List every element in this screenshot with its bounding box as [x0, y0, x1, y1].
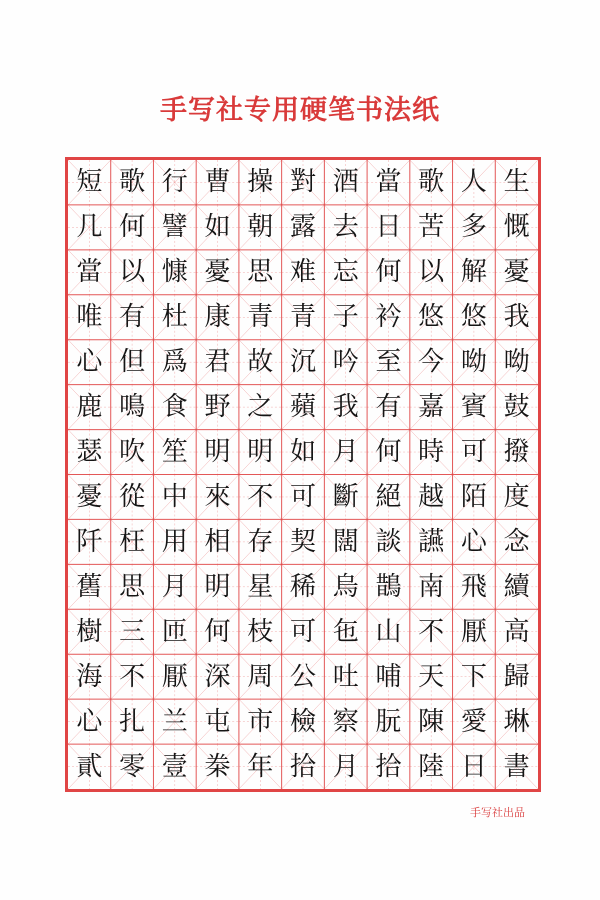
grid-character: 不 [247, 481, 274, 512]
grid-character: 鵲 [375, 571, 402, 602]
grid-character: 故 [247, 347, 274, 378]
grid-character: 兰 [161, 706, 188, 737]
grid-character: 時 [418, 437, 445, 468]
footer-publisher: 手写社出品 [470, 806, 525, 819]
grid-character: 枉 [119, 526, 146, 557]
grid-character: 野 [204, 392, 231, 423]
grid-character: 歌 [119, 167, 146, 198]
grid-character: 察 [332, 706, 359, 737]
grid-character: 厭 [161, 661, 188, 692]
grid-character: 解 [460, 257, 487, 288]
grid-character: 稀 [289, 571, 316, 602]
grid-character: 高 [503, 616, 530, 647]
page-title: 手写社专用硬笔书法纸 [160, 95, 440, 126]
grid-character: 憂 [76, 481, 103, 512]
grid-character: 周 [247, 661, 274, 692]
grid-character: 食 [161, 392, 188, 423]
grid-character: 如 [204, 212, 231, 243]
grid-character: 拾 [289, 751, 316, 782]
grid-character: 厭 [460, 616, 487, 647]
grid-character: 壹 [161, 751, 188, 782]
grid-character: 樹 [76, 616, 103, 647]
grid-character: 當 [76, 257, 103, 288]
grid-character: 日 [460, 751, 487, 782]
grid-character: 苦 [418, 212, 445, 243]
grid-character: 青 [289, 302, 316, 333]
grid-character: 蘋 [289, 392, 316, 423]
grid-character: 憂 [503, 257, 530, 288]
grid-character: 枝 [247, 616, 274, 647]
grid-character: 譬 [161, 212, 188, 243]
grid-character: 用 [161, 526, 188, 557]
grid-character: 撥 [503, 437, 530, 468]
grid-character: 爲 [161, 347, 188, 378]
grid-character: 海 [76, 661, 103, 692]
grid-character: 明 [247, 437, 274, 468]
grid-character: 青 [247, 302, 274, 333]
grid-character: 對 [289, 167, 316, 198]
grid-character: 何 [375, 257, 402, 288]
grid-character: 可 [289, 616, 316, 647]
grid-character: 㐌 [332, 616, 359, 647]
grid-character: 貳 [76, 751, 103, 782]
grid-character: 心 [460, 526, 487, 557]
tian-zi-grid [65, 157, 541, 792]
grid-character: 唯 [76, 302, 103, 333]
grid-character: 慷 [161, 257, 188, 288]
grid-character: 陸 [418, 751, 445, 782]
grid-character: 心 [76, 347, 103, 378]
grid-character: 契 [289, 526, 316, 557]
grid-character: 瑟 [76, 437, 103, 468]
grid-character: 月 [332, 751, 359, 782]
grid-character: 心 [76, 706, 103, 737]
grid-character: 哺 [375, 661, 402, 692]
grid-character: 舊 [76, 571, 103, 602]
grid-character: 愛 [460, 706, 487, 737]
grid-character: 曹 [204, 167, 231, 198]
grid-character: 但 [119, 347, 146, 378]
grid-character: 不 [418, 616, 445, 647]
grid-character: 笙 [161, 437, 188, 468]
grid-character: 匝 [161, 616, 188, 647]
grid-character: 憂 [204, 257, 231, 288]
grid-character: 呦 [503, 347, 530, 378]
grid-character: 明 [204, 571, 231, 602]
grid-character: 零 [119, 751, 146, 782]
grid-character: 談 [375, 526, 402, 557]
grid-character: 續 [503, 571, 530, 602]
grid-character: 年 [247, 751, 274, 782]
grid-character: 短 [76, 167, 103, 198]
grid-character: 酒 [332, 167, 359, 198]
grid-character: 难 [289, 257, 316, 288]
grid-character: 朝 [247, 212, 274, 243]
grid-character: 沉 [289, 347, 316, 378]
grid-character: 可 [460, 437, 487, 468]
grid-character: 歌 [418, 167, 445, 198]
grid-character: 以 [119, 257, 146, 288]
grid-character: 賓 [460, 392, 487, 423]
grid-character: 可 [289, 481, 316, 512]
grid-character: 朊 [375, 706, 402, 737]
grid-character: 斷 [332, 481, 359, 512]
grid-character: 生 [503, 167, 530, 198]
grid-character: 歸 [503, 661, 530, 692]
grid-character: 存 [247, 526, 274, 557]
grid-character: 南 [418, 571, 445, 602]
grid-character: 君 [204, 347, 231, 378]
grid-character: 何 [204, 616, 231, 647]
grid-character: 吹 [119, 437, 146, 468]
grid-character: 闊 [332, 526, 359, 557]
grid-character: 至 [375, 347, 402, 378]
grid-character: 何 [119, 212, 146, 243]
grid-character: 星 [247, 571, 274, 602]
grid-character: 拾 [375, 751, 402, 782]
grid-character: 人 [460, 167, 487, 198]
grid-character: 相 [204, 526, 231, 557]
grid-character: 山 [375, 616, 402, 647]
grid-character: 阡 [76, 526, 103, 557]
grid-character: 忘 [332, 257, 359, 288]
grid-character: 下 [460, 661, 487, 692]
grid-character: 日 [375, 212, 402, 243]
grid-character: 何 [375, 437, 402, 468]
grid-character: 中 [161, 481, 188, 512]
grid-character: 悠 [418, 302, 445, 333]
grid-character: 扎 [119, 706, 146, 737]
grid-character: 如 [289, 437, 316, 468]
grid-character: 書 [503, 751, 530, 782]
grid-character: 悠 [460, 302, 487, 333]
grid-character: 嘉 [418, 392, 445, 423]
grid-character: 琳 [503, 706, 530, 737]
grid-character: 呦 [460, 347, 487, 378]
grid-character: 鼓 [503, 392, 530, 423]
grid-character: 讌 [418, 526, 445, 557]
grid-character: 有 [375, 392, 402, 423]
grid-character: 鳴 [119, 392, 146, 423]
grid-character: 不 [119, 661, 146, 692]
grid-character: 康 [204, 302, 231, 333]
grid-character: 飛 [460, 571, 487, 602]
grid-character: 月 [332, 437, 359, 468]
grid-character: 來 [204, 481, 231, 512]
grid-character: 月 [161, 571, 188, 602]
grid-character: 之 [247, 392, 274, 423]
grid-character: 子 [332, 302, 359, 333]
grid-character: 杜 [161, 302, 188, 333]
grid-character: 慨 [503, 212, 530, 243]
grid-character: 從 [119, 481, 146, 512]
grid-character: 天 [418, 661, 445, 692]
grid-character: 當 [375, 167, 402, 198]
grid-character: 今 [418, 347, 445, 378]
grid-character: 以 [418, 257, 445, 288]
grid-character: 烏 [332, 571, 359, 602]
grid-character: 陌 [460, 481, 487, 512]
grid-character: 吐 [332, 661, 359, 692]
grid-character: 陳 [418, 706, 445, 737]
grid-character: 桊 [204, 751, 231, 782]
grid-character: 念 [503, 526, 530, 557]
grid-character: 操 [247, 167, 274, 198]
grid-character: 絕 [375, 481, 402, 512]
grid-character: 檢 [289, 706, 316, 737]
grid-character: 思 [247, 257, 274, 288]
grid-character: 行 [161, 167, 188, 198]
grid-character: 市 [247, 706, 274, 737]
grid-character: 几 [76, 212, 103, 243]
grid-character: 度 [503, 481, 530, 512]
grid-character: 三 [119, 616, 146, 647]
grid-character: 我 [332, 392, 359, 423]
grid-character: 露 [289, 212, 316, 243]
grid-character: 我 [503, 302, 530, 333]
grid-character: 屯 [204, 706, 231, 737]
grid-character: 去 [332, 212, 359, 243]
grid-character: 公 [289, 661, 316, 692]
grid-character: 衿 [375, 302, 402, 333]
grid-character: 鹿 [76, 392, 103, 423]
grid-character: 多 [460, 212, 487, 243]
grid-character: 有 [119, 302, 146, 333]
grid-character: 越 [418, 481, 445, 512]
grid-character: 思 [119, 571, 146, 602]
grid-character: 深 [204, 661, 231, 692]
grid-character: 明 [204, 437, 231, 468]
grid-character: 吟 [332, 347, 359, 378]
